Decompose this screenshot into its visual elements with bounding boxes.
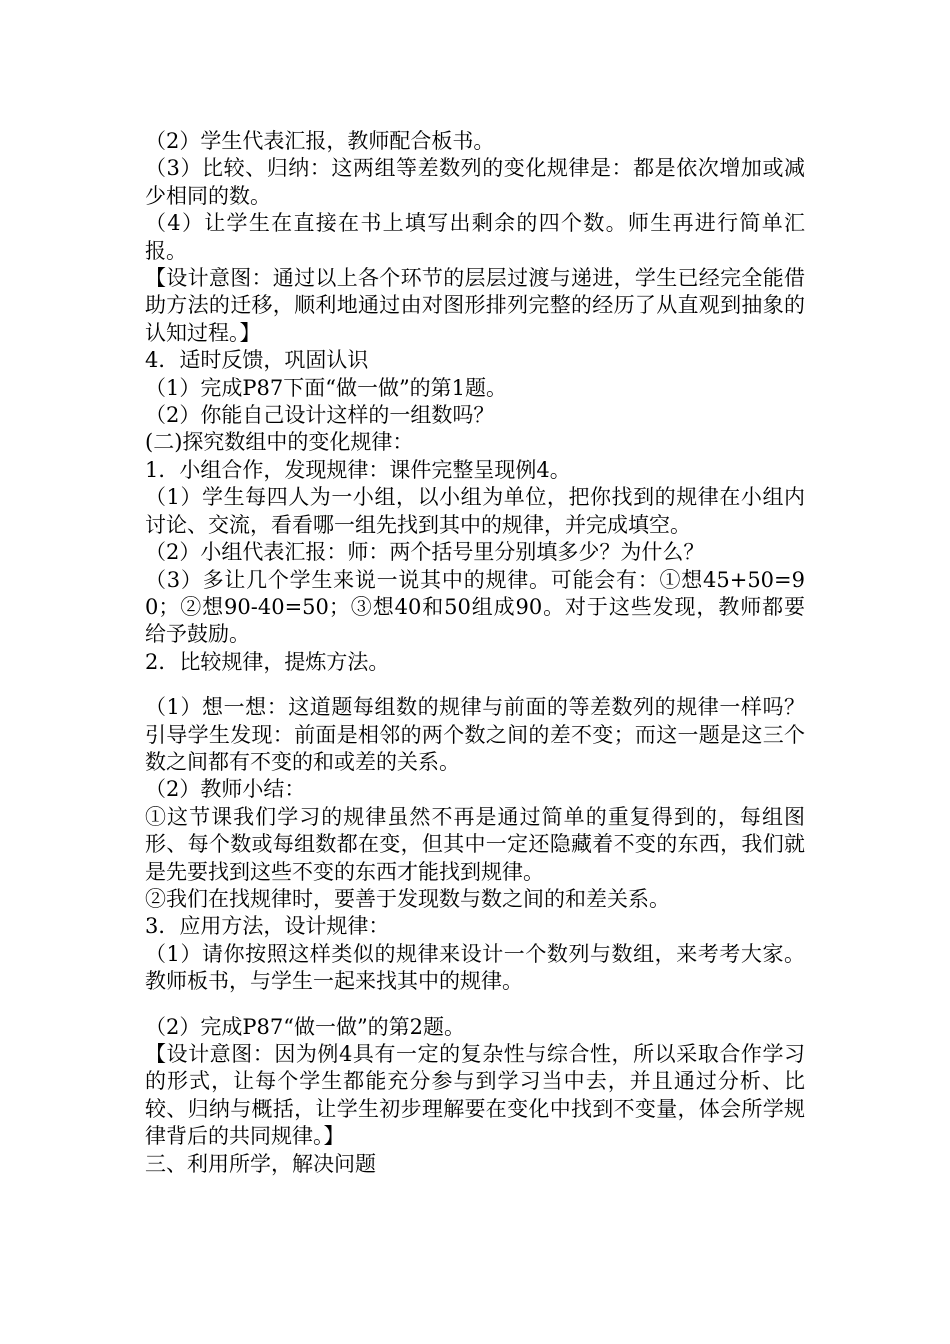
section-heading-group-work: 1．小组合作，发现规律：课件完整呈现例4。	[145, 457, 571, 482]
paragraph-3-compare: （3）比较、归纳：这两组等差数列的变化规律是：都是依次增加或减少相同的数。	[145, 156, 805, 208]
paragraph-apply-2: （2）完成P87“做一做”的第2题。	[145, 1014, 466, 1039]
design-intent-1: 【设计意图：通过以上各个环节的层层过渡与递进，学生已经完全能借助方法的迁移，顺利地通过由对图形排列完整的经历了从直观到抽象的认知过程。】	[145, 266, 805, 345]
design-intent-2: 【设计意图：因为例4具有一定的复杂性与综合性，所以采取合作学习的形式，让每个学生都能充分参与到学习当中去，并且通过分析、比较、归纳与概括，让学生初步理解要在变化中找到不变量，体会所学规律背后的共同规律。】	[145, 1042, 805, 1149]
paragraph-summary-2: ②我们在找规律时，要善于发现数与数之间的和差关系。	[145, 886, 670, 911]
section-heading-compare-rules: 2．比较规律，提炼方法。	[145, 649, 390, 674]
paragraph-apply-1: （1）请你按照这样类似的规律来设计一个数列与数组，来考考大家。教师板书，与学生一起来找其中的规律。	[145, 941, 805, 994]
paragraph-feedback-1: （1）完成P87下面“做一做”的第1题。	[145, 375, 508, 400]
paragraph-group-3: （3）多让几个学生来说一说其中的规律。可能会有：①想45+50=90；②想90-40=50；③想40和50组成90。对于这些发现，教师都要给予鼓励。	[145, 567, 805, 647]
paragraph-4-fill-numbers: （4）让学生在直接在书上填写出剩余的四个数。师生再进行简单汇报。	[145, 211, 805, 263]
paragraph-group-1: （1）学生每四人为一小组，以小组为单位，把你找到的规律在小组内讨论、交流，看看哪一组先找到其中的规律，并完成填空。	[145, 485, 805, 537]
paragraph-teacher-summary: （2）教师小结：	[145, 777, 306, 802]
paragraph-summary-1: ①这节课我们学习的规律虽然不再是通过简单的重复得到的，每组图形、每个数或每组数都在变，但其中一定还隐藏着不变的东西，我们就是先要找到这些不变的东西才能找到规律。	[145, 804, 805, 884]
paragraph-think: （1）想一想：这道题每组数的规律与前面的等差数列的规律一样吗？引导学生发现：前面是相邻的两个数之间的差不变；而这一题是这三个数之间都有不变的和或差的关系。	[145, 695, 805, 774]
section-heading-feedback: 4．适时反馈，巩固认识	[145, 348, 369, 373]
section-heading-apply: 3．应用方法，设计规律：	[145, 914, 390, 939]
paragraph-group-2: （2）小组代表汇报：师：两个括号里分别填多少？为什么？	[145, 540, 705, 565]
section-heading-explore: (二)探究数组中的变化规律：	[145, 430, 414, 455]
document-page	[145, 128, 805, 1178]
paragraph-2-report: （2）学生代表汇报，教师配合板书。	[145, 129, 495, 153]
section-heading-solve: 三、利用所学，解决问题	[145, 1151, 376, 1176]
paragraph-feedback-2: （2）你能自己设计这样的一组数吗？	[145, 403, 495, 428]
